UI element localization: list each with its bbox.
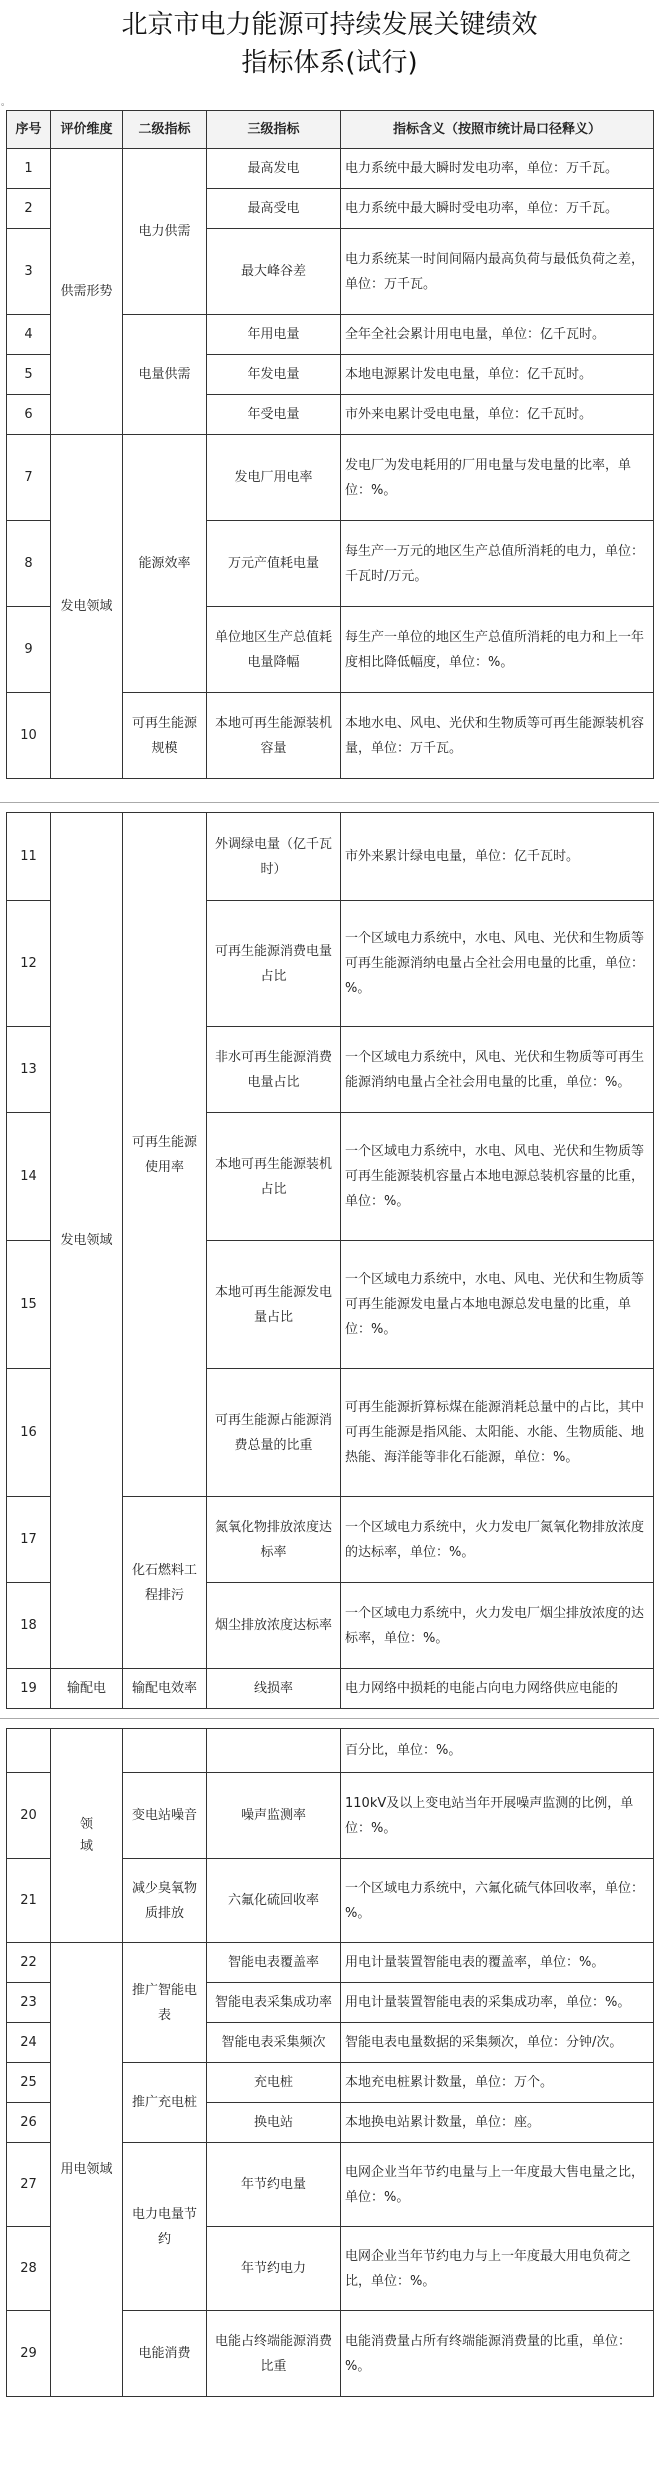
row-no: 16	[7, 1369, 51, 1497]
table-row	[7, 1943, 654, 1983]
l3-cell: 最大峰谷差	[207, 229, 341, 315]
row-no: 23	[7, 1983, 51, 2023]
meaning-cell: 一个区域电力系统中，火力发电厂氮氧化物排放浓度的达标率，单位：%。	[341, 1497, 654, 1583]
l3-cell: 年发电量	[207, 355, 341, 395]
row-no: 4	[7, 315, 51, 355]
meaning-cell: 市外来电累计受电电量，单位：亿千瓦时。	[341, 395, 654, 435]
l3-cell: 线损率	[207, 1669, 341, 1709]
row-no: 11	[7, 813, 51, 901]
l3-cell: 氮氧化物排放浓度达标率	[207, 1497, 341, 1583]
l2-cell: 推广智能电表	[123, 1943, 207, 2063]
l3-cell: 非水可再生能源消费电量占比	[207, 1027, 341, 1113]
meaning-cell: 用电计量装置智能电表的采集成功率，单位：%。	[341, 1983, 654, 2023]
row-no: 8	[7, 521, 51, 607]
meaning-cell: 用电计量装置智能电表的覆盖率，单位：%。	[341, 1943, 654, 1983]
row-no: 20	[7, 1773, 51, 1859]
header-l2: 二级指标	[123, 111, 207, 149]
meaning-cell: 电力系统中最大瞬时受电功率，单位：万千瓦。	[341, 189, 654, 229]
l2-cell: 减少臭氧物质排放	[123, 1859, 207, 1943]
table-row	[7, 1729, 654, 1773]
l3-cell: 智能电表覆盖率	[207, 1943, 341, 1983]
l3-cell: 可再生能源占能源消费总量的比重	[207, 1369, 341, 1497]
meaning-cell: 一个区域电力系统中，风电、光伏和生物质等可再生能源消纳电量占全社会用电量的比重，单位：%。	[341, 1027, 654, 1113]
dim-cell: 输配电	[51, 1669, 123, 1709]
l3-cell: 电能占终端能源消费比重	[207, 2311, 341, 2397]
table-row	[7, 435, 654, 521]
row-no: 28	[7, 2227, 51, 2311]
dim-char-yu: 域	[79, 1838, 93, 1854]
l2-cell: 变电站噪音	[123, 1773, 207, 1859]
indicator-table-page2	[6, 812, 654, 1709]
table-row	[7, 1669, 654, 1709]
dim-char-ling: 领	[79, 1816, 93, 1832]
meaning-cell: 本地水电、风电、光伏和生物质等可再生能源装机容量，单位：万千瓦。	[341, 693, 654, 779]
dim-cell: 供需形势	[51, 149, 123, 435]
row-no: 19	[7, 1669, 51, 1709]
row-no: 29	[7, 2311, 51, 2397]
dim-cell: 用电领域	[51, 1943, 123, 2397]
header-no: 序号	[7, 111, 51, 149]
row-no: 1	[7, 149, 51, 189]
meaning-cell: 电力系统某一时间间隔内最高负荷与最低负荷之差，单位：万千瓦。	[341, 229, 654, 315]
table-row	[7, 813, 654, 901]
l3-cell: 烟尘排放浓度达标率	[207, 1583, 341, 1669]
l3-cell: 最高受电	[207, 189, 341, 229]
row-no: 9	[7, 607, 51, 693]
meaning-cell: 110kV及以上变电站当年开展噪声监测的比例，单位：%。	[341, 1773, 654, 1859]
l2-cell-empty	[123, 1729, 207, 1773]
l3-cell: 最高发电	[207, 149, 341, 189]
table-row	[7, 149, 654, 189]
meaning-cell: 本地电源累计发电电量，单位：亿千瓦时。	[341, 355, 654, 395]
l3-cell: 外调绿电量（亿千瓦时）	[207, 813, 341, 901]
row-no: 13	[7, 1027, 51, 1113]
dim-cell: 发电领域	[51, 435, 123, 779]
l3-cell: 换电站	[207, 2103, 341, 2143]
row-no: 22	[7, 1943, 51, 1983]
l3-cell: 发电厂用电率	[207, 435, 341, 521]
l3-cell	[207, 1729, 341, 1773]
row-no: 21	[7, 1859, 51, 1943]
indicator-table-page3	[6, 1728, 654, 2397]
row-no: 26	[7, 2103, 51, 2143]
meaning-cell: 一个区域电力系统中，水电、风电、光伏和生物质等可再生能源发电量占本地电源总发电量的比重，单位：%。	[341, 1241, 654, 1369]
l3-cell: 可再生能源消费电量占比	[207, 901, 341, 1027]
row-no: 25	[7, 2063, 51, 2103]
row-no: 17	[7, 1497, 51, 1583]
row-no: 10	[7, 693, 51, 779]
meaning-cell: 每生产一单位的地区生产总值所消耗的电力和上一年度相比降低幅度，单位：%。	[341, 607, 654, 693]
l2-cell: 输配电效率	[123, 1669, 207, 1709]
meaning-cell: 一个区域电力系统中，六氟化硫气体回收率，单位：%。	[341, 1859, 654, 1943]
page-separator	[0, 802, 659, 803]
meaning-cell: 一个区域电力系统中，水电、风电、光伏和生物质等可再生能源消纳电量占全社会用电量的比重，单位：%。	[341, 901, 654, 1027]
row-no: 14	[7, 1113, 51, 1241]
table-header-row	[7, 111, 654, 149]
meaning-cell: 市外来累计绿电电量，单位：亿千瓦时。	[341, 813, 654, 901]
l3-cell: 六氟化硫回收率	[207, 1859, 341, 1943]
row-no: 24	[7, 2023, 51, 2063]
l2-cell: 电能消费	[123, 2311, 207, 2397]
meaning-cell: 一个区域电力系统中，火力发电厂烟尘排放浓度的达标率，单位：%。	[341, 1583, 654, 1669]
meaning-cell: 电能消费量占所有终端能源消费量的比重，单位：%。	[341, 2311, 654, 2397]
meaning-cell: 发电厂为发电耗用的厂用电量与发电量的比率，单位：%。	[341, 435, 654, 521]
row-no: 18	[7, 1583, 51, 1669]
meaning-cell: 电力系统中最大瞬时发电功率，单位：万千瓦。	[341, 149, 654, 189]
header-l3: 三级指标	[207, 111, 341, 149]
margin-mark: 。	[1, 98, 11, 108]
meaning-cell: 可再生能源折算标煤在能源消耗总量中的占比，其中可再生能源是指风能、太阳能、水能、生物质能、地热能、海洋能等非化石能源，单位：%。	[341, 1369, 654, 1497]
l3-cell: 本地可再生能源装机容量	[207, 693, 341, 779]
l2-cell: 电量供需	[123, 315, 207, 435]
l2-cell: 推广充电桩	[123, 2063, 207, 2143]
l3-cell: 智能电表采集成功率	[207, 1983, 341, 2023]
header-meaning: 指标含义（按照市统计局口径释义）	[341, 111, 654, 149]
l3-cell: 年节约电量	[207, 2143, 341, 2227]
row-no: 15	[7, 1241, 51, 1369]
meaning-cell: 一个区域电力系统中，水电、风电、光伏和生物质等可再生能源装机容量占本地电源总装机容量的比重，单位：%。	[341, 1113, 654, 1241]
row-no: 7	[7, 435, 51, 521]
meaning-cell: 智能电表电量数据的采集频次，单位：分钟/次。	[341, 2023, 654, 2063]
doc-title-line1: 北京市电力能源可持续发展关键绩效	[121, 10, 538, 40]
l2-cell: 电力电量节约	[123, 2143, 207, 2311]
l2-cell: 可再生能源规模	[123, 693, 207, 779]
dim-cell-continued	[51, 1729, 123, 1943]
l3-cell: 万元产值耗电量	[207, 521, 341, 607]
dim-cell: 发电领域	[51, 813, 123, 1669]
meaning-cell: 电力网络中损耗的电能占向电力网络供应电能的	[341, 1669, 654, 1709]
meaning-cell: 本地换电站累计数量，单位：座。	[341, 2103, 654, 2143]
page-separator	[0, 1718, 659, 1719]
row-no	[7, 1729, 51, 1773]
l3-cell: 噪声监测率	[207, 1773, 341, 1859]
l3-cell: 本地可再生能源发电量占比	[207, 1241, 341, 1369]
meaning-cell: 每生产一万元的地区生产总值所消耗的电力，单位：千瓦时/万元。	[341, 521, 654, 607]
l2-cell: 电力供需	[123, 149, 207, 315]
row-no: 2	[7, 189, 51, 229]
header-dim: 评价维度	[51, 111, 123, 149]
meaning-cell: 百分比，单位：%。	[341, 1729, 654, 1773]
row-no: 6	[7, 395, 51, 435]
l2-cell: 能源效率	[123, 435, 207, 693]
indicator-table-page1	[6, 110, 654, 779]
l2-cell: 可再生能源使用率	[123, 813, 207, 1497]
l3-cell: 智能电表采集频次	[207, 2023, 341, 2063]
l3-cell: 年用电量	[207, 315, 341, 355]
l2-cell: 化石燃料工程排污	[123, 1497, 207, 1669]
row-no: 27	[7, 2143, 51, 2227]
l3-cell: 本地可再生能源装机占比	[207, 1113, 341, 1241]
meaning-cell: 电网企业当年节约电量与上一年度最大售电量之比，单位：%。	[341, 2143, 654, 2227]
meaning-cell: 本地充电桩累计数量，单位：万个。	[341, 2063, 654, 2103]
l3-cell: 年受电量	[207, 395, 341, 435]
meaning-cell: 全年全社会累计用电电量，单位：亿千瓦时。	[341, 315, 654, 355]
meaning-cell: 电网企业当年节约电力与上一年度最大用电负荷之比，单位：%。	[341, 2227, 654, 2311]
doc-title-line2: 指标体系(试行)	[241, 48, 418, 78]
row-no: 12	[7, 901, 51, 1027]
l3-cell: 单位地区生产总值耗电量降幅	[207, 607, 341, 693]
row-no: 3	[7, 229, 51, 315]
l3-cell: 年节约电力	[207, 2227, 341, 2311]
row-no: 5	[7, 355, 51, 395]
l3-cell: 充电桩	[207, 2063, 341, 2103]
